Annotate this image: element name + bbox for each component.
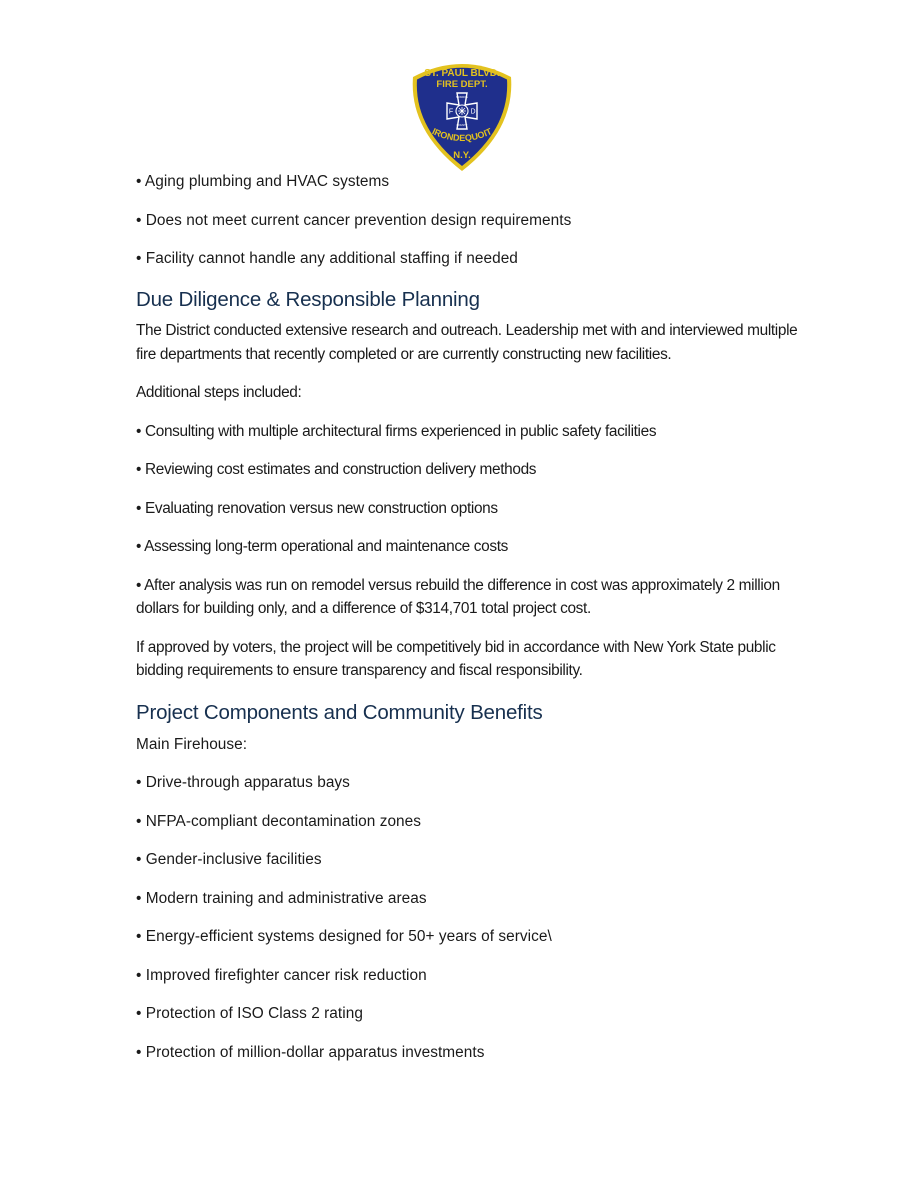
- intro-bullet: • Aging plumbing and HVAC systems: [136, 173, 390, 190]
- section-heading-project-components: Project Components and Community Benefits: [136, 700, 543, 724]
- main-firehouse-label: Main Firehouse:: [136, 735, 248, 753]
- intro-bullet: • Facility cannot handle any additional staffing if needed: [136, 250, 518, 267]
- emblem-letter-f: F: [448, 108, 454, 116]
- step-bullet: • Evaluating renovation versus new construction options: [136, 499, 498, 517]
- bidding-paragraph: If approved by voters, the project will be competitively bid in accordance with New York State public bidding requirements to ensure transparency and fiscal responsibility.: [136, 638, 776, 679]
- step-bullet-cost-analysis: • After analysis was run on remodel versus rebuild the difference in cost was approximately 2 million dollars for building only, and a difference of $314,701 total project cost.: [136, 576, 780, 617]
- component-bullet: • Gender-inclusive facilities: [136, 851, 322, 868]
- section-heading-due-diligence: Due Diligence & Responsible Planning: [136, 288, 480, 311]
- patch-line2: FIRE DEPT.: [436, 79, 488, 90]
- fire-department-patch-logo: [407, 55, 517, 173]
- component-bullet: • Improved firefighter cancer risk reduction: [136, 966, 427, 984]
- step-bullet: • Assessing long-term operational and maintenance costs: [136, 538, 508, 555]
- step-bullet: • Consulting with multiple architectural firms experienced in public safety facilities: [136, 422, 657, 440]
- emblem-letter-d: D: [470, 108, 476, 116]
- component-bullet: • NFPA-compliant decontamination zones: [136, 812, 422, 830]
- step-bullet: • Reviewing cost estimates and construction delivery methods: [136, 461, 537, 478]
- section1-paragraph: The District conducted extensive research and outreach. Leadership met with and interviewed multiple fire departments that recently completed or are currently constructing new facilities.: [136, 322, 798, 363]
- steps-intro: Additional steps included:: [136, 384, 302, 401]
- component-bullet: • Protection of million-dollar apparatus investments: [136, 1043, 485, 1061]
- component-bullet: • Protection of ISO Class 2 rating: [136, 1005, 363, 1022]
- patch-line4: N.Y.: [453, 150, 471, 161]
- component-bullet: • Modern training and administrative areas: [136, 889, 427, 907]
- emblem-top-text: MONROE: [456, 96, 468, 99]
- emblem-bottom-text: COUNTY: [456, 124, 468, 127]
- component-bullet: • Drive-through apparatus bays: [136, 774, 350, 791]
- patch-line1: ST. PAUL BLVD.: [424, 68, 500, 79]
- patch-line3-path: IRONDEQUOIT: [430, 126, 494, 144]
- component-bullet: • Energy-efficient systems designed for 50+ years of service\: [136, 928, 552, 945]
- intro-bullet: • Does not meet current cancer prevention design requirements: [136, 211, 572, 229]
- document-content: [136, 170, 801, 1079]
